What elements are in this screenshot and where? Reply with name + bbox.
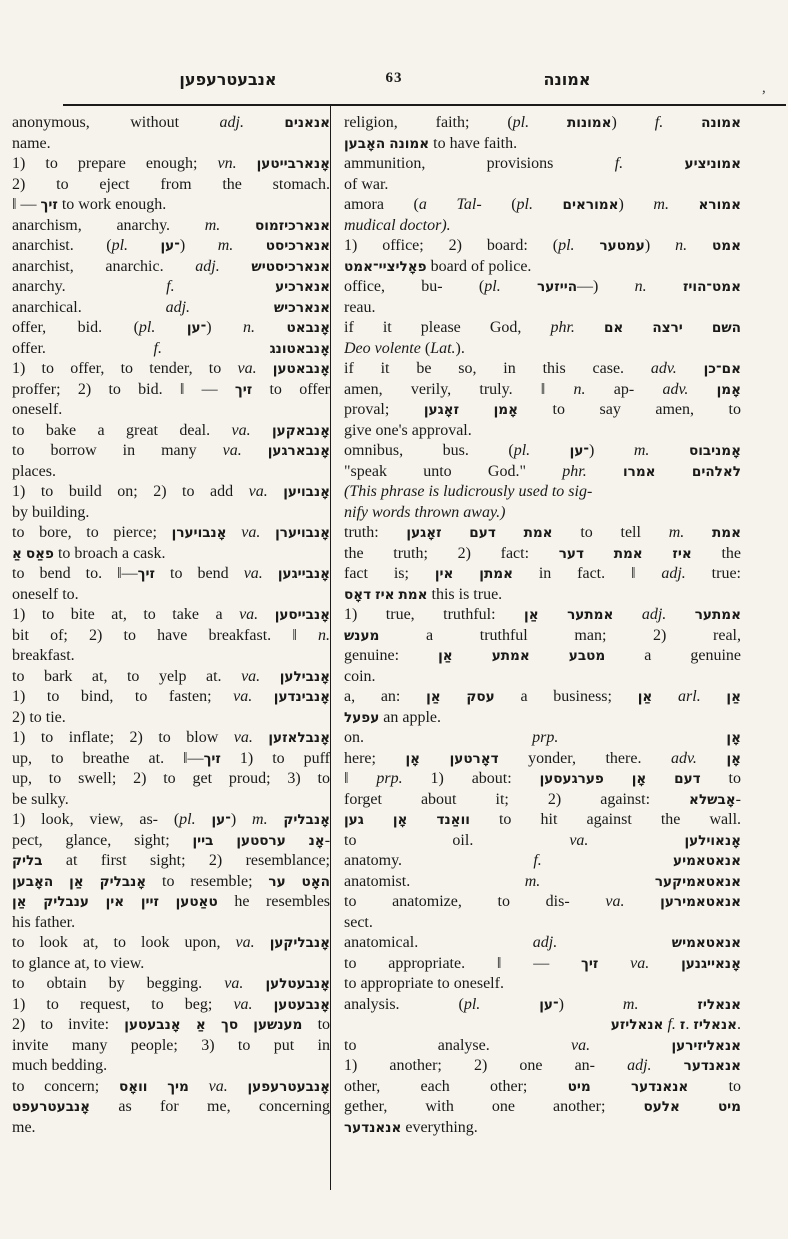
dict-line: אנאנדער everything.	[344, 1118, 478, 1136]
dict-line: amen, verily, truly. ‖ n. ap- adv. אָמן	[344, 380, 741, 398]
dict-line: אַ פאַס to broach a cask.	[12, 544, 166, 562]
dict-line: to glance at, to view.	[12, 954, 145, 972]
dict-line: 2) to eject from the stomach.	[12, 175, 330, 193]
dict-line: much bedding.	[12, 1057, 108, 1074]
dict-line: אָנבעטרעפט as for me, concerning	[12, 1098, 330, 1115]
dict-line: 1) to offer, to tender, to va. אָנבאטען	[12, 360, 330, 377]
dict-line: anatomist. m. אנאטאמיקער	[344, 872, 741, 890]
dict-line: office, bu- (pl. הייזער—) n. אמט־הויז	[344, 278, 741, 295]
dict-line: anarchy. f. אנארכיע	[12, 278, 330, 295]
dict-line: to bake a great deal. va. אָנבאקען	[12, 421, 330, 439]
dict-line: me.	[12, 1118, 36, 1136]
dict-line: ‖ prp. 1) about: פערגעסען אָן דעם to	[344, 770, 741, 787]
dict-line: a, an: אַן עסק a business; אַן arl. אַן	[344, 688, 741, 705]
dict-line: to bore, to pierce; אָנבויערן va. אָנבויערן	[12, 524, 330, 541]
dict-line: fact is; אין אמתן in fact. ‖ adj. true:	[344, 565, 741, 582]
dict-line: sect.	[344, 913, 373, 931]
dict-line: offer, bid. (pl. ־ען) n. אָנבאט	[12, 319, 330, 336]
dict-line: anonymous, without adj. אנאנים	[12, 114, 330, 131]
dict-line: to obtain by begging. va. אָנבעטלען	[12, 975, 330, 992]
dict-line: name.	[12, 134, 51, 152]
dict-line: 2) to invite: אָנבעטען אַ סך מענשען to	[12, 1016, 330, 1033]
dict-line: 1) to bite at, to take a va. אָנבייסען	[12, 606, 330, 623]
dict-line: if it be so, in this case. adv. אם־כן	[344, 360, 741, 377]
dict-line: 1) true, truthful: אַן אמתער adj. אמתער	[344, 606, 741, 623]
dict-line: אַן ענבליק אין זיין טאַטען he resembles	[12, 893, 330, 910]
dict-line: 1) to prepare enough; vn. אָנארבייטען	[12, 155, 330, 172]
dict-line: anarchism, anarchy. m. אנארכיזמוס	[12, 216, 330, 234]
header-right-keyword: אמונה	[543, 70, 591, 89]
dict-line: אנאליזע f. ז. אנאליז.	[610, 1016, 741, 1033]
dict-line: gether, with one another; אלעס מיט	[344, 1098, 741, 1115]
dict-line: other, each other; מיט אנאנדער to	[344, 1077, 741, 1095]
dict-line: to borrow in many va. אָנבארגען	[12, 442, 330, 459]
dict-line: anatomy. f. אנאטאמיע	[344, 852, 741, 869]
dict-line: his father.	[12, 913, 76, 931]
dict-line: האָבען אמונה to have faith.	[344, 134, 518, 152]
dict-line: offer. f. אָנבאטונג	[12, 339, 330, 357]
dict-line: anatomical. adj. אנאטאמיש	[344, 934, 741, 951]
dict-line: proffer; 2) to bid. ‖ — זיך to offer	[12, 380, 330, 398]
dict-line: coin.	[344, 667, 376, 685]
dict-line: by building.	[12, 503, 90, 521]
dict-line: to appropriate. ‖ — זיך va. אָנאייגנען	[344, 954, 741, 972]
dict-line: 1) to request, to beg; va. אָנבעטען	[12, 995, 330, 1013]
dict-line: דאָס איז אמת this is true.	[344, 585, 503, 603]
left-column	[0, 106, 330, 1190]
dict-line: here; אָן דאָרטען yonder, there. adv. אָן	[344, 749, 741, 767]
dict-line: Deo volente (Lat.).	[344, 339, 465, 357]
dict-line: מענש a truthful man; 2) real,	[344, 626, 741, 644]
dict-line: פאָליציי־אמט board of police.	[344, 257, 532, 275]
dict-line: mudical doctor).	[344, 216, 451, 234]
dict-line: 1) to bind, to fasten; va. אָנבינדען	[12, 688, 330, 705]
dict-line: to analyse. va. אנאליזירען	[344, 1036, 741, 1054]
dict-line: 2) to tie.	[12, 708, 66, 726]
dict-line: to anatomize, to dis- va. אנאטאמירען	[344, 893, 741, 910]
page-header	[0, 70, 788, 104]
dict-line: breakfast.	[12, 647, 75, 664]
dict-line: give one's approval.	[344, 421, 472, 439]
columns	[0, 106, 788, 1190]
dict-line: of war.	[344, 175, 389, 193]
dict-line: amora (a Tal- (pl. אמוראים) m. אמורא	[344, 196, 741, 213]
dict-line: גען אָן וואַנד to hit against the wall.	[344, 811, 741, 828]
dict-line: to bark at, to yelp at. va. אָנבילען	[12, 667, 330, 685]
dict-line: be sulky.	[12, 790, 69, 808]
dict-line: בליק at first sight; 2) resemblance;	[12, 852, 330, 869]
dict-line: 1) to build on; 2) to add va. אָנבויען	[12, 483, 330, 500]
dict-line: to concern; וואָס מיך va. אָנבעטרעפען	[12, 1077, 330, 1095]
dict-line: bit of; 2) to have breakfast. ‖ n.	[12, 626, 330, 644]
dict-line: to appropriate to oneself.	[344, 975, 504, 992]
dict-line: invite many people; 3) to put in	[12, 1036, 330, 1054]
dict-line: "speak unto God." phr. אמרו לאלהים	[344, 462, 741, 480]
dict-line: reau.	[344, 298, 376, 316]
dict-line: 1) another; 2) one an- adj. אנאנדער	[344, 1057, 741, 1074]
dict-line: nify words thrown away.)	[344, 503, 506, 521]
dict-line: proval; זאָגען אָמן to say amen, to	[344, 401, 741, 418]
dict-line: 1) office; 2) board: (pl. עמטער) n. אמט	[344, 237, 741, 254]
dict-line: omnibus, bus. (pl. ־ען) m. אָמניבוס	[344, 442, 741, 459]
right-column	[331, 106, 788, 1190]
page-number: 63	[385, 70, 403, 86]
dict-line: if it please God, phr. אם ירצה השם	[344, 319, 741, 336]
header-left-keyword: אנבעטרעפען	[179, 70, 277, 89]
dict-line: truth: זאָגען דעם אמת to tell m. אמת	[344, 524, 741, 541]
dict-line: religion, faith; (pl. אמונות) f. אמונה	[344, 114, 741, 131]
dict-line: on. prp. אָן	[344, 729, 741, 746]
dict-line: genuine: אַן אמתע מטבע a genuine	[344, 647, 741, 664]
dict-line: 1) to inflate; 2) to blow va. אָנבלאזען	[12, 729, 330, 746]
dict-line: 1) look, view, as- (pl. ־ען) m. אָנבליק	[12, 811, 330, 828]
dict-line: (This phrase is ludicrously used to sig-	[344, 483, 593, 500]
dict-line: anarchist, anarchic. adj. אנארכיסטיש	[12, 257, 330, 275]
stray-mark: ,	[762, 80, 766, 96]
dict-line: to look at, to look upon, va. אָנבליקען	[12, 934, 330, 951]
dict-line: to oil. va. אָנאוילען	[344, 831, 741, 849]
dict-line: anarchist. (pl. ־ען) m. אנארכיסט	[12, 237, 330, 254]
dict-line: forget about it; 2) against: אָבשלא-	[344, 790, 741, 808]
dict-line: to bend to. ‖—זיך to bend va. אָנבייגען	[12, 565, 330, 582]
dict-line: oneself.	[12, 401, 63, 418]
dict-line: ammunition, provisions f. אמוניציע	[344, 155, 741, 172]
dict-line: anarchical. adj. אנארכיש	[12, 298, 330, 316]
dict-line: עפעל an apple.	[344, 708, 442, 726]
dict-line: pect, glance, sight; ביין ערסטען אָנ-	[12, 831, 330, 849]
dict-line: analysis. (pl. ־ען) m. אנאליז	[344, 995, 741, 1013]
dict-line: places.	[12, 462, 56, 480]
dict-line: the truth; 2) fact: דער אמת איז the	[344, 544, 741, 562]
dict-line: oneself to.	[12, 585, 79, 603]
dict-line: האָבען אַן אָנבליק to resemble; ער האָט	[12, 872, 330, 890]
dict-line: up, to swell; 2) to get proud; 3) to	[12, 770, 330, 787]
dict-line: ‖ — זיך to work enough.	[12, 196, 167, 213]
dict-line: up, to breathe at. ‖—זיך 1) to puff	[12, 749, 330, 767]
